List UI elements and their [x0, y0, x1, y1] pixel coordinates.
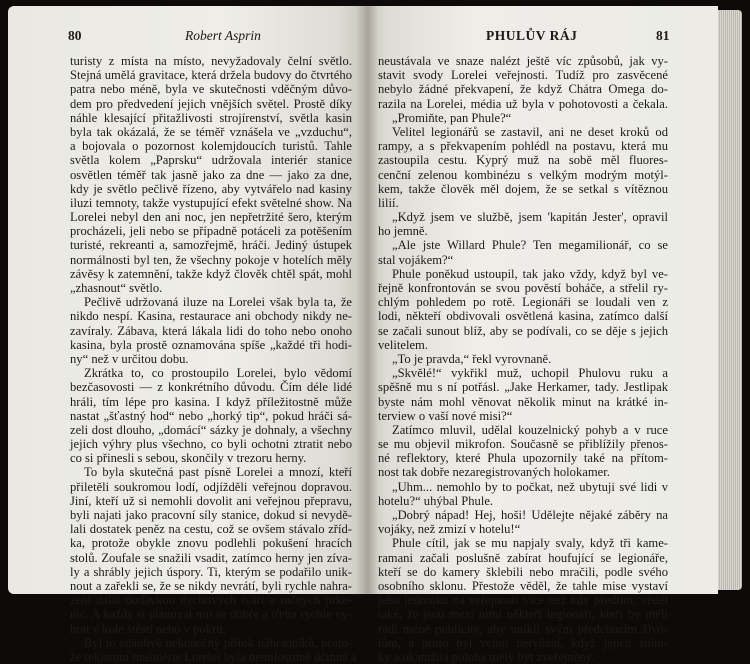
text-line: procházeli, jeli nebo se případně potáceli za potěšením — [70, 224, 352, 239]
text-line: „Skvělé!“ vykřikl muž, uchopil Phulovu ruku a — [392, 366, 668, 381]
text-line: né reflektory, které Phula upozornily také na přítom- — [378, 451, 668, 466]
left-page — [8, 6, 366, 664]
text-line: osobního sklonu. Přestože věděl, že tahle mise vystaví — [378, 578, 668, 593]
text-line: „Uhm... nemohlo by to počkat, než ubytuji své lidi v — [392, 479, 668, 494]
text-line: normálnosti byl ten, že všechny pokoje v hotelích měly — [70, 252, 352, 267]
text-line: dem pro předvedení jejich vnějších světel. Prostě díky — [70, 96, 352, 111]
book-gutter — [356, 6, 378, 594]
right-page-number: 81 — [656, 28, 670, 43]
text-line: hotelu?“ uhýbal Phule. — [378, 493, 494, 508]
text-line: nebylo žádné překvapení, že když Chátra Omega do- — [378, 82, 668, 97]
right-page — [366, 6, 718, 664]
text-line: „Promiňte, pan Phule?“ — [392, 110, 512, 125]
text-line: zeli dost dlouho, „domácí“ sázky je dohnaly, a všechny — [70, 422, 352, 437]
text-line: stavit svody Lorelei veřejnosti. Tudíž pro zasvěcené — [378, 68, 668, 83]
text-line: vojáky, než zmizí v hotelu!“ — [378, 522, 521, 537]
text-line: razila na Lorelei, média už byla v pohotovosti a čekala. — [378, 96, 668, 111]
text-line: ramani začali poslušně zabírat houfující se legionáře, — [378, 550, 668, 565]
text-line: ka, protože obykle znovu podlehli pokušení hracích — [70, 536, 352, 551]
text-line: nout a zařekli se, že se nikdy nevrátí, byli rychle nahra- — [70, 578, 352, 593]
text-line: byli najati jako pracovní síly stanice, dokud si nevydě- — [70, 508, 352, 522]
text-line: stal vojákem?“ — [378, 252, 454, 267]
text-line: ly a shrábly jejich úspory. Ti, kterým se podařilo unik- — [70, 564, 352, 579]
text-line: „Dobrý nápad! Hej, hoši! Udělejte nějaké záběry na — [392, 508, 668, 522]
text-line: ho jemně. — [378, 224, 428, 239]
open-book — [8, 6, 742, 664]
text-line: kteří se do kamery šklebili nebo mračili, podle svého — [378, 564, 668, 579]
text-line: kem, takže člověk měl dojem, že se setkal s vítěznou — [378, 181, 668, 196]
text-line: spěšně mu s ní potřásl. „Jake Herkamer, tady. Jestlipak — [378, 380, 668, 395]
text-line: „Když jsem ve službě, jsem 'kapitán Jester', opravil — [392, 210, 668, 225]
text-line: terview o vaší nové misi?“ — [378, 408, 513, 423]
left-page-number: 80 — [68, 28, 82, 43]
text-line: Velitel legionářů se zastavil, ani ne deset kroků od — [392, 124, 668, 139]
text-line: Byl to zdánlivě nekonečný přítok náhradníků, proto- — [84, 635, 352, 650]
text-line: Jiní, kteří už si nemohli dovolit ani veřejnou přepravu, — [70, 493, 352, 508]
text-line: nost tak dobře nezaregistrovaných holokamer. — [378, 465, 610, 480]
text-line: zastoupila cestu. Kyprý muž na sobě měl fluores- — [378, 153, 668, 168]
text-line: „Ale jste Willard Phule? Ten megamilionář, co se — [392, 238, 668, 253]
text-line: jeho jednotku na veřejnosti více než kdy předtím, věděl — [378, 593, 668, 608]
text-line: a bojovala o pozornost kolemjdoucích turistů. Tahle — [70, 139, 352, 154]
text-line: iluzi temnoty, takže vystupující efekt světelné show. Na — [70, 195, 352, 210]
text-line: že reklamní mašinérie Lorelei byla nemilosrdně účinná a — [70, 649, 357, 664]
text-line: kasina, byla prostě oznamována spíše „každé tři hodi- — [70, 337, 352, 352]
text-line: Zkrátka to, co prostoupilo Lorelei, bylo vědomí — [84, 366, 352, 381]
text-line: nikdo nespí. Kasina, restaurace ani obchody nikdy ne- — [70, 309, 352, 324]
text-line: Phule cítil, jak se mu napjaly svaly, když tři kame- — [392, 536, 668, 551]
text-line: neustávala ve snaze nalézt ještě víc způsobů, jak vy- — [378, 54, 668, 68]
text-line: lilií. — [378, 195, 399, 210]
text-line: co si přinesli s sebou, skončily v trezoru herny. — [70, 451, 307, 466]
text-line: kdy je světlo pečlivě řízeno, aby vytvářelo nad kasiny — [70, 181, 352, 196]
text-line: také, že jsou mezi nimi někteří legionáři, kteří by měli — [378, 607, 668, 622]
text-line: nastat „šťastný hod“ nebo „horký tip“, pokud hráči sá- — [70, 408, 352, 423]
text-line: ky a okamžitá poloha měly být zveřejněny. — [378, 649, 595, 664]
text-line: stolů. Zoufale se snažili vsadit, zatímco herny jen zíva- — [70, 550, 352, 565]
text-line: osvětlen téměř tak jasně jako za dne — jako za dne, — [70, 167, 352, 182]
text-line: Stejná umělá gravitace, která držela budovy do čtvrtého — [70, 68, 352, 83]
text-line: světla kolem „Paprsku“ udržovala interiér stanice — [70, 153, 352, 168]
text-line: byla tak okázalá, že se téměř vznášela ve „vzduchu“, — [70, 124, 352, 139]
text-line: Zatímco mluvil, udělal kouzelnický pohyb a v ruce — [392, 422, 668, 437]
text-line: zeni další dodávkou dychtivých tváří a tučných prke- — [70, 593, 352, 608]
left-running-head: Robert Asprin — [185, 28, 261, 43]
text-line: rádi méně publicity, aby unikli svým předchozím živo- — [378, 621, 668, 636]
text-line: „To je pravda,“ řekl vyrovnaně. — [392, 351, 552, 366]
text-line: turisté, rekreanti a, samozřejmě, hráči. Jediný ústupek — [70, 238, 352, 253]
text-line: řejně konfrontován se svou pověstí boháče, a střelil ry- — [378, 281, 668, 295]
text-line: rampy, a s překvapením pohlédl na postavu, která mu — [378, 139, 668, 154]
text-line: Lorelei nebyl den ani noc, jen nepřetržité šero, kterým — [70, 210, 352, 225]
text-line: tům, a proto byl velmi nervózní, když jejich sním- — [378, 635, 668, 650]
text-line: byste nám mohl věnovat několik minut na krátké in- — [378, 394, 668, 409]
text-line: „zhasnout“ světlo. — [70, 281, 163, 295]
text-line: cenční zelenou kombinézu s velkým modrým motýl- — [378, 167, 668, 182]
text-line: chlým pohledem po rotě. Legionáři se loudali ven z — [378, 295, 668, 310]
text-line: přiletěli soukromou lodí, odjížděli veřejnou dopravou. — [70, 479, 352, 494]
right-running-head: PHULŮV RÁJ — [486, 28, 578, 43]
text-line: hrát v kole štěstí nebo v pokru. — [70, 621, 226, 636]
text-line: závěsy k zatemnění, takže když člověk chtěl spát, mohl — [70, 266, 352, 281]
text-line: Pečlivě udržovaná iluze na Lorelei však byla ta, že — [84, 295, 352, 310]
page-edges — [718, 10, 742, 590]
text-line: se mu objevil mikrofon. Současně se přiblížily přenos- — [378, 437, 668, 452]
text-line: Phule poněkud ustoupil, tak jako vždy, když byl ve- — [392, 266, 668, 281]
text-line: zavíraly. Zábava, která lákala lidi do toho nebo onoho — [70, 323, 352, 338]
text-line: jejich výhry plus všechno, co byli ochotni ztratit nebo — [70, 437, 352, 452]
text-line: turisty z místa na místo, nevyžadovaly čelní světlo. — [70, 54, 352, 68]
text-line: náhle klesající přitažlivosti strojírenství, světla kasin — [70, 110, 352, 125]
right-page-body — [378, 54, 668, 664]
text-line: bezčasovosti — z konkrétního důvodu. Čím déle lidé — [70, 380, 352, 395]
text-line: hráli, tím lépe pro kasina. I když příležitostně může — [70, 394, 352, 409]
text-line: se začali sunout blíž, aby se podívali, co se děje s jejich — [378, 323, 668, 338]
text-line: ny“ než v určitou dobu. — [70, 351, 189, 366]
text-line: lodi, někteří obdivovali osvětlená kasina, zatímco další — [378, 309, 668, 324]
text-line: nic. A každý si plánoval mít se dobře a třeba rychle vy- — [70, 607, 352, 622]
text-line: lali dostatek peněz na cestu, což se ovšem stávalo zříd- — [70, 522, 352, 537]
left-page-body — [70, 54, 357, 664]
text-line: patra nebo méně, byla ve skutečnosti vděčným důvo- — [70, 82, 352, 97]
text-line: velitelem. — [378, 337, 429, 352]
text-line: To byla skutečná past písně Lorelei a mnozí, kteří — [84, 465, 352, 480]
